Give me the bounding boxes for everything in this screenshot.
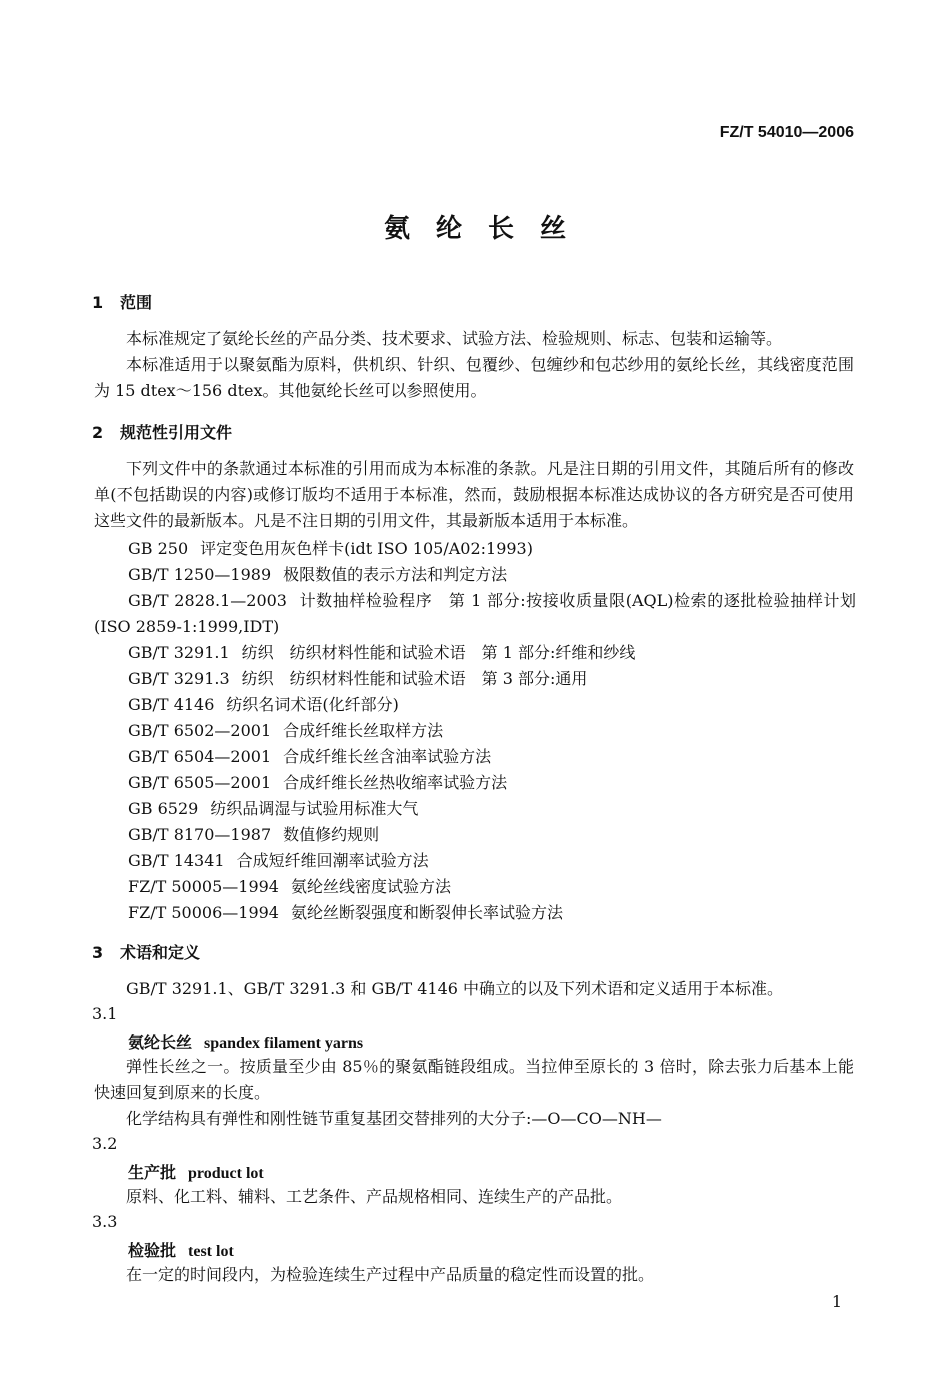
term-definition: 原料、化工料、辅料、工艺条件、产品规格相同、连续生产的产品批。 [126, 1187, 623, 1206]
clause-number: 3.3 [92, 1212, 118, 1231]
reference-title: 氨纶丝线密度试验方法 [290, 877, 451, 896]
reference-code: GB/T 8170—1987 [128, 825, 272, 844]
section-1-heading [92, 290, 152, 313]
reference-item [128, 744, 491, 770]
section-2-intro: 下列文件中的条款通过本标准的引用而成为本标准的条款。凡是注日期的引用文件，其随后所有的修改单(不包括勘误的内容)或修订版均不适用于本标准，然而，鼓励根据本标准达成协议的各方研究是否可使用这些文件的最新版本。凡是不注日期的引用文件，其最新版本适用于本标准。 [94, 459, 854, 530]
reference-item [128, 692, 399, 718]
term-heading [128, 1030, 363, 1053]
term-en: product lot [188, 1165, 264, 1182]
section-2-heading [92, 420, 232, 443]
reference-code: GB/T 3291.3 [128, 669, 230, 688]
term-heading [128, 1238, 234, 1261]
section-1-paragraph-2: 本标准适用于以聚氨酯为原料，供机织、针织、包覆纱、包缠纱和包芯纱用的氨纶长丝，其线密度范围为 15 dtex～156 dtex。其他氨纶长丝可以参照使用。 [94, 355, 854, 400]
reference-title: 纺织名词术语(化纤部分) [226, 695, 399, 714]
reference-title: 纺织 纺织材料性能和试验术语 第 1 部分:纤维和纱线 [241, 643, 636, 662]
section-title: 范围 [120, 293, 153, 312]
reference-code: GB/T 6504—2001 [128, 747, 272, 766]
reference-title: 计数抽样检验程序 第 1 部分:按接收质量限(AQL)检索的逐批检验抽样计划(ISO 2859-1:1999,IDT) [94, 591, 856, 636]
section-3-intro: GB/T 3291.1、GB/T 3291.3 和 GB/T 4146 中确立的以及下列术语和定义适用于本标准。 [126, 979, 784, 998]
term-definition: 弹性长丝之一。按质量至少由 85％的聚氨酯链段组成。当拉伸至原长的 3 倍时，除去张力后基本上能快速回复到原来的长度。 [94, 1057, 854, 1102]
reference-code: FZ/T 50006—1994 [128, 903, 279, 922]
reference-item [128, 562, 507, 588]
reference-code: GB/T 1250—1989 [128, 565, 272, 584]
term-heading [128, 1160, 264, 1183]
clause-number: 3.2 [92, 1134, 118, 1153]
reference-title: 氨纶丝断裂强度和断裂伸长率试验方法 [290, 903, 563, 922]
reference-item [128, 666, 587, 692]
reference-item [128, 874, 451, 900]
section-number: 1 [92, 293, 104, 312]
reference-item [128, 848, 429, 874]
section-title: 规范性引用文件 [120, 423, 233, 442]
reference-title: 数值修约规则 [283, 825, 380, 844]
reference-code: GB/T 2828.1—2003 [128, 591, 287, 610]
section-title: 术语和定义 [120, 943, 201, 962]
reference-code: FZ/T 50005—1994 [128, 877, 279, 896]
reference-title: 极限数值的表示方法和判定方法 [283, 565, 508, 584]
reference-code: GB/T 4146 [128, 695, 215, 714]
reference-code: GB/T 14341 [128, 851, 225, 870]
term-en: spandex filament yarns [204, 1035, 364, 1052]
clause-number: 3.1 [92, 1004, 118, 1023]
term-definition: 在一定的时间段内，为检验连续生产过程中产品质量的稳定性而设置的批。 [126, 1265, 655, 1284]
section-1-paragraph-1: 本标准规定了氨纶长丝的产品分类、技术要求、试验方法、检验规则、标志、包装和运输等。 [126, 329, 783, 348]
reference-item [128, 822, 379, 848]
section-3-heading [92, 940, 200, 963]
reference-item [128, 770, 507, 796]
reference-code: GB 6529 [128, 799, 199, 818]
reference-item [94, 588, 856, 640]
reference-item [128, 536, 533, 562]
reference-title: 评定变色用灰色样卡(idt ISO 105/A02:1993) [200, 539, 533, 558]
reference-title: 合成纤维长丝含油率试验方法 [283, 747, 492, 766]
reference-title: 合成纤维长丝热收缩率试验方法 [283, 773, 508, 792]
reference-title: 纺织 纺织材料性能和试验术语 第 3 部分:通用 [241, 669, 588, 688]
standard-code: FZ/T 54010—2006 [719, 124, 854, 141]
reference-item [128, 900, 563, 926]
term-zh: 氨纶长丝 [128, 1033, 193, 1052]
reference-code: GB/T 6505—2001 [128, 773, 272, 792]
term-zh: 检验批 [128, 1241, 177, 1260]
section-number: 3 [92, 943, 104, 962]
section-number: 2 [92, 423, 104, 442]
reference-item [128, 796, 418, 822]
reference-code: GB/T 6502—2001 [128, 721, 272, 740]
term-zh: 生产批 [128, 1163, 177, 1182]
term-en: test lot [188, 1243, 234, 1260]
reference-title: 合成短纤维回潮率试验方法 [236, 851, 429, 870]
page-number: 1 [831, 1292, 842, 1311]
document-title: 氨纶长丝 [383, 214, 592, 244]
reference-code: GB/T 3291.1 [128, 643, 230, 662]
reference-code: GB 250 [128, 539, 189, 558]
reference-item [128, 718, 443, 744]
reference-item [128, 640, 635, 666]
term-definition-note: 化学结构具有弹性和刚性链节重复基团交替排列的大分子:—O—CO—NH— [126, 1109, 662, 1128]
reference-title: 纺织品调湿与试验用标准大气 [210, 799, 419, 818]
reference-title: 合成纤维长丝取样方法 [283, 721, 444, 740]
